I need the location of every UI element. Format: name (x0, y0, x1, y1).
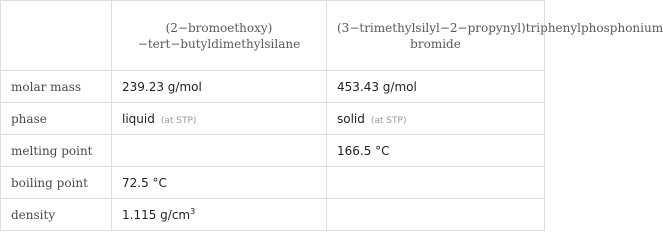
phase-value-1: liquid (122, 111, 155, 126)
table-row (1, 103, 545, 135)
cell-melting-point-2: 166.5 °C (327, 135, 545, 167)
cell-molar-mass-1: 239.23 g/mol (112, 71, 327, 103)
cell-molar-mass-2: 453.43 g/mol (327, 71, 545, 103)
density-unit-exponent: 3 (190, 207, 196, 216)
row-label-density: density (1, 199, 112, 231)
header-compound-1: (2−bromoethoxy)−tert−butyldimethylsilane (112, 1, 327, 71)
phase-note-2: (at STP) (370, 115, 407, 126)
cell-phase-1 (112, 103, 327, 135)
cell-melting-point-1 (112, 135, 327, 167)
cell-density-2 (327, 199, 545, 231)
row-label-molar-mass: molar mass (1, 71, 112, 103)
table-row (1, 199, 545, 231)
header-empty-cell (1, 1, 112, 71)
phase-value-2: solid (337, 111, 365, 126)
table-row (1, 135, 545, 167)
row-label-melting-point: melting point (1, 135, 112, 167)
row-label-phase: phase (1, 103, 112, 135)
cell-boiling-point-2 (327, 167, 545, 199)
cell-boiling-point-1: 72.5 °C (112, 167, 327, 199)
phase-note-1: (at STP) (160, 115, 197, 126)
density-value-1: 1.115 g/cm (122, 208, 191, 222)
row-label-boiling-point: boiling point (1, 167, 112, 199)
table-row (1, 167, 545, 199)
header-compound-2: (3−trimethylsilyl−2−propynyl)triphenylphosphonium bromide (327, 1, 545, 71)
header-row (1, 1, 545, 71)
cell-density-1 (112, 199, 327, 231)
table-row (1, 71, 545, 103)
cell-phase-2 (327, 103, 545, 135)
